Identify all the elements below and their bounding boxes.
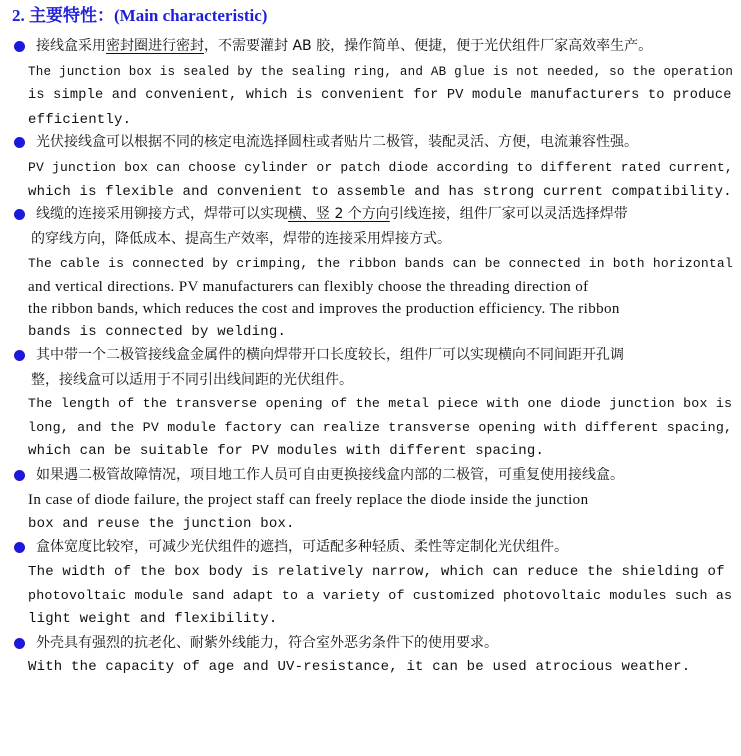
item-4-en-line: long, and the PV module factory can realize transverse opening with different spacing, — [28, 420, 733, 435]
bullet-icon — [14, 209, 25, 220]
item-7-en-line: With the capacity of age and UV-resistance, it can be used atrocious weather. — [28, 659, 691, 675]
item-4-en-line: The length of the transverse opening of the metal piece with one diode junction box is — [28, 396, 733, 411]
item-3-en-line: bands is connected by welding. — [28, 324, 287, 340]
item-4-en-line: which can be suitable for PV modules with different spacing. — [28, 443, 545, 459]
item-6-en-line: The width of the box body is relatively narrow, which can reduce the shielding of — [28, 564, 725, 580]
item-3-cn: 线缆的连接采用铆接方式，焊带可以实现横、竖 2 个方向引线连接，组件厂家可以灵活选择焊带 — [36, 206, 628, 222]
item-5-en-line: In case of diode failure, the project staff can freely replace the diode inside the junction — [28, 492, 589, 508]
item-4-cn-line2: 整，接线盒可以适用于不同引出线间距的光伏组件。 — [31, 372, 353, 388]
item-7-cn: 外壳具有强烈的抗老化、耐紫外线能力，符合室外恶劣条件下的使用要求。 — [36, 635, 498, 651]
item-5-cn: 如果遇二极管故障情况，项目地工作人员可自由更换接线盒内部的二极管，可重复使用接线盒。 — [36, 467, 624, 483]
underlined-text: 横、竖 2 个方向 — [288, 206, 390, 222]
bullet-icon — [14, 350, 25, 361]
bullet-icon — [14, 542, 25, 553]
section-heading: 2. 主要特性：(Main characteristic) — [12, 6, 268, 25]
item-6-cn: 盒体宽度比较窄，可减少光伏组件的遮挡，可适配多种轻质、柔性等定制化光伏组件。 — [36, 539, 568, 555]
item-4-cn: 其中带一个二极管接线盒金属件的横向焊带开口长度较长，组件厂可以实现横向不同间距开孔调 — [36, 347, 624, 363]
item-1-en-line: The junction box is sealed by the sealing ring, and AB glue is not needed, so the operation — [28, 65, 734, 79]
bullet-icon — [14, 41, 25, 52]
item-1-en-line: is simple and convenient, which is convenient for PV module manufacturers to produce — [28, 88, 732, 103]
item-2-cn: 光伏接线盒可以根据不同的核定电流选择圆柱或者贴片二极管，装配灵活、方便，电流兼容性强。 — [36, 134, 638, 150]
item-3-en-line: and vertical directions. PV manufacturers can flexibly choose the threading direction of — [28, 279, 589, 295]
item-2-en-line: PV junction box can choose cylinder or patch diode according to different rated current, — [28, 160, 733, 175]
bullet-icon — [14, 470, 25, 481]
item-1-cn: 接线盒采用密封圈进行密封，不需要灌封 AB 胶，操作简单、便捷，便于光伏组件厂家高效率生产。 — [36, 38, 653, 54]
item-3-en-line: The cable is connected by crimping, the ribbon bands can be connected in both horizontal — [28, 256, 733, 271]
item-2-en-line: which is flexible and convenient to assemble and has strong current compatibility. — [28, 184, 732, 200]
bullet-icon — [14, 137, 25, 148]
item-1-en-line: efficiently. — [28, 112, 132, 128]
item-6-en-line: photovoltaic module sand adapt to a variety of customized photovoltaic modules such as — [28, 588, 733, 603]
item-3-en-line: the ribbon bands, which reduces the cost and improves the production efficiency. The ribbon — [28, 301, 620, 317]
item-6-en-line: light weight and flexibility. — [28, 611, 278, 627]
underlined-text: 密封圈进行密封 — [106, 38, 204, 54]
item-3-cn-line2: 的穿线方向，降低成本、提高生产效率，焊带的连接采用焊接方式。 — [31, 231, 451, 247]
bullet-icon — [14, 638, 25, 649]
item-5-en-line: box and reuse the junction box. — [28, 516, 295, 532]
